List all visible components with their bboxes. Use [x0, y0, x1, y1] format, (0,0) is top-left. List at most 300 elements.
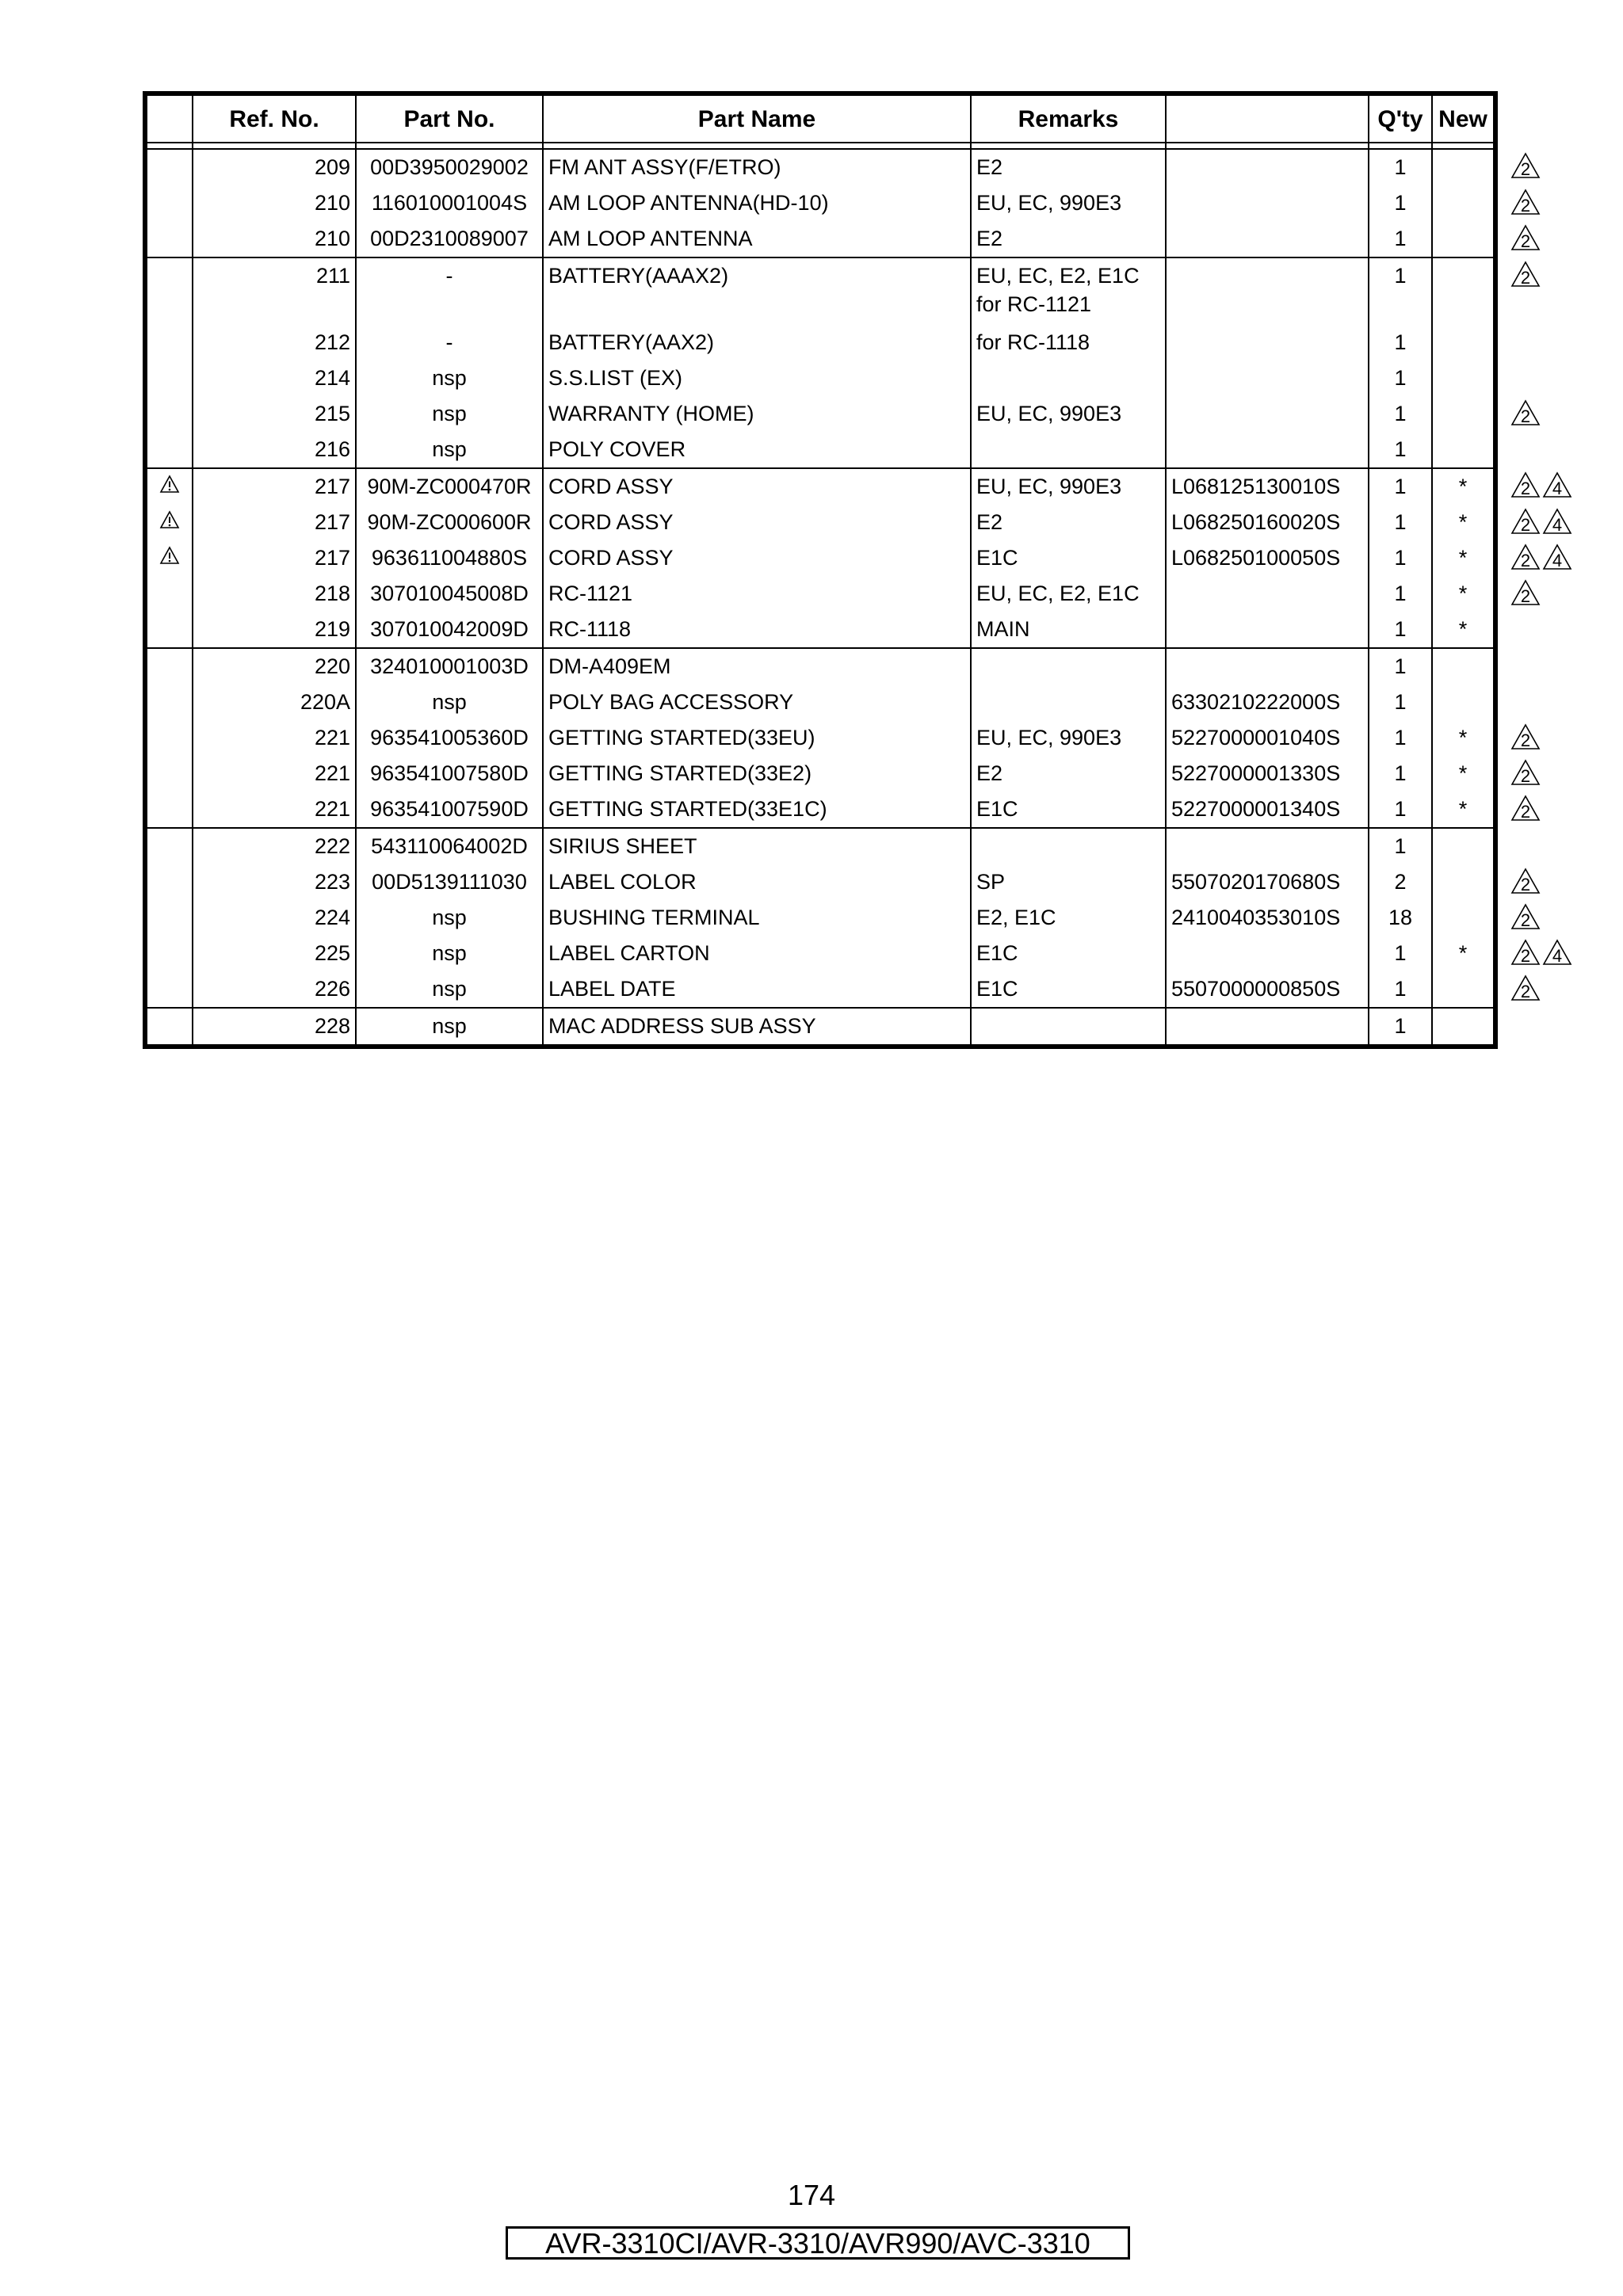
- revision-mark-group: [1510, 903, 1542, 930]
- table-row: [145, 971, 1495, 1008]
- qty-cell: 1: [1369, 720, 1432, 756]
- revision-mark-group: [1510, 224, 1542, 251]
- parts-table-body: [145, 143, 1495, 1047]
- spacer-cell: [145, 143, 193, 149]
- table-row: [145, 791, 1495, 828]
- revision-mark-group: [1510, 189, 1542, 215]
- qty-cell: 1: [1369, 325, 1432, 360]
- ref-no-cell: 221: [193, 756, 356, 791]
- part-name-cell: GETTING STARTED(33E2): [543, 756, 971, 791]
- ref-no-cell: 226: [193, 971, 356, 1008]
- code-cell: L068250100050S: [1166, 540, 1369, 576]
- qty-cell: 1: [1369, 936, 1432, 971]
- qty-cell: 1: [1369, 257, 1432, 325]
- spacer-cell: [971, 143, 1166, 149]
- remarks-cell: [971, 221, 1166, 257]
- revision-number: 2: [1520, 479, 1531, 498]
- qty-cell: 1: [1369, 396, 1432, 432]
- revision-triangle-icon: [1510, 723, 1541, 750]
- new-cell: *: [1432, 505, 1495, 540]
- revision-number: 2: [1520, 802, 1531, 822]
- revision-number: 2: [1520, 515, 1531, 535]
- new-cell: *: [1432, 756, 1495, 791]
- revision-number: 2: [1520, 730, 1531, 750]
- remarks-cell: [971, 720, 1166, 756]
- table-row: [145, 612, 1495, 648]
- qty-cell: 1: [1369, 756, 1432, 791]
- remarks-line: EU, EC, E2, E1C: [976, 582, 1140, 605]
- code-cell: [1166, 325, 1369, 360]
- new-cell: *: [1432, 468, 1495, 505]
- revision-number: 2: [1520, 875, 1531, 894]
- ref-no-cell: 228: [193, 1008, 356, 1047]
- remarks-line: E1C: [976, 977, 1018, 1001]
- remarks-cell: [971, 685, 1166, 720]
- revision-mark-group: [1510, 723, 1542, 750]
- part-name-cell: DM-A409EM: [543, 648, 971, 685]
- revision-triangle-icon: [1510, 543, 1541, 570]
- safety-mark-cell: [145, 685, 193, 720]
- ref-no-cell: 216: [193, 432, 356, 468]
- remarks-line: E2: [976, 510, 1003, 534]
- part-no-cell: 543110064002D: [356, 828, 543, 864]
- revision-triangle-icon: [1542, 939, 1572, 966]
- ref-no-cell: 220: [193, 648, 356, 685]
- safety-mark-cell: [145, 756, 193, 791]
- remarks-cell: [971, 468, 1166, 505]
- qty-cell: 1: [1369, 149, 1432, 185]
- table-row: [145, 900, 1495, 936]
- new-cell: [1432, 432, 1495, 468]
- safety-mark-cell: [145, 149, 193, 185]
- revision-triangle-icon: [1510, 579, 1541, 606]
- qty-cell: 1: [1369, 828, 1432, 864]
- revision-number: 4: [1552, 515, 1563, 535]
- code-cell: [1166, 432, 1369, 468]
- code-cell: [1166, 360, 1369, 396]
- ref-no-cell: 222: [193, 828, 356, 864]
- ref-no-cell: 211: [193, 257, 356, 325]
- code-cell: [1166, 828, 1369, 864]
- part-name-cell: POLY COVER: [543, 432, 971, 468]
- remarks-cell: [971, 648, 1166, 685]
- part-no-cell: 963541007590D: [356, 791, 543, 828]
- remarks-line: MAIN: [976, 617, 1030, 641]
- revision-mark-group: [1510, 868, 1542, 894]
- part-no-cell: 324010001003D: [356, 648, 543, 685]
- spacer-cell: [356, 143, 543, 149]
- safety-warning-icon: [159, 475, 180, 498]
- safety-warning-icon: [159, 510, 180, 534]
- part-name-cell: LABEL DATE: [543, 971, 971, 1008]
- part-name-cell: SIRIUS SHEET: [543, 828, 971, 864]
- revision-mark-group: [1510, 261, 1542, 288]
- remarks-line: EU, EC, 990E3: [976, 191, 1122, 215]
- revision-number: 2: [1520, 159, 1531, 179]
- qty-cell: 1: [1369, 612, 1432, 648]
- revision-mark-group: [1510, 399, 1542, 426]
- code-cell: [1166, 576, 1369, 612]
- col-header-ref-no: Ref. No.: [193, 93, 356, 143]
- spacer-cell: [1432, 143, 1495, 149]
- part-no-cell: 307010045008D: [356, 576, 543, 612]
- new-cell: *: [1432, 720, 1495, 756]
- code-cell: 5227000001340S: [1166, 791, 1369, 828]
- code-cell: 6330210222000S: [1166, 685, 1369, 720]
- revision-mark-group: [1510, 543, 1574, 570]
- code-cell: [1166, 149, 1369, 185]
- table-row: [145, 185, 1495, 221]
- code-cell: 5507020170680S: [1166, 864, 1369, 900]
- ref-no-cell: 217: [193, 505, 356, 540]
- safety-mark-cell: [145, 936, 193, 971]
- revision-mark-group: [1510, 939, 1574, 966]
- ref-no-cell: 220A: [193, 685, 356, 720]
- code-cell: 2410040353010S: [1166, 900, 1369, 936]
- safety-mark-cell: [145, 648, 193, 685]
- revision-mark-group: [1510, 508, 1574, 535]
- revision-number: 4: [1552, 946, 1563, 966]
- remarks-cell: [971, 396, 1166, 432]
- qty-cell: 1: [1369, 185, 1432, 221]
- new-cell: [1432, 685, 1495, 720]
- remarks-line: E1C: [976, 797, 1018, 821]
- safety-mark-cell: [145, 325, 193, 360]
- qty-cell: 1: [1369, 221, 1432, 257]
- table-row: [145, 505, 1495, 540]
- part-name-cell: LABEL COLOR: [543, 864, 971, 900]
- table-row: [145, 828, 1495, 864]
- new-cell: *: [1432, 576, 1495, 612]
- remarks-cell: [971, 257, 1166, 325]
- revision-mark-group: [1510, 795, 1542, 822]
- part-no-cell: 963541005360D: [356, 720, 543, 756]
- table-row: [145, 432, 1495, 468]
- revision-triangle-icon: [1510, 189, 1541, 215]
- code-cell: 5507000000850S: [1166, 971, 1369, 1008]
- safety-mark-cell: [145, 900, 193, 936]
- revision-number: 2: [1520, 196, 1531, 215]
- remarks-cell: [971, 149, 1166, 185]
- revision-number: 2: [1520, 766, 1531, 786]
- safety-mark-cell: [145, 791, 193, 828]
- table-row: [145, 468, 1495, 505]
- spacer-cell: [1166, 143, 1369, 149]
- ref-no-cell: 215: [193, 396, 356, 432]
- ref-no-cell: 214: [193, 360, 356, 396]
- remarks-cell: [971, 576, 1166, 612]
- code-cell: [1166, 257, 1369, 325]
- revision-number: 2: [1520, 586, 1531, 606]
- new-cell: [1432, 864, 1495, 900]
- new-cell: [1432, 900, 1495, 936]
- ref-no-cell: 212: [193, 325, 356, 360]
- table-row: [145, 257, 1495, 325]
- table-row: [145, 360, 1495, 396]
- safety-mark-cell: [145, 971, 193, 1008]
- table-row: [145, 648, 1495, 685]
- table-row: [145, 576, 1495, 612]
- part-name-cell: AM LOOP ANTENNA(HD-10): [543, 185, 971, 221]
- new-cell: *: [1432, 612, 1495, 648]
- part-name-cell: FM ANT ASSY(F/ETRO): [543, 149, 971, 185]
- safety-mark-cell: [145, 185, 193, 221]
- code-cell: L068250160020S: [1166, 505, 1369, 540]
- revision-number: 2: [1520, 910, 1531, 930]
- spacer-cell: [1369, 143, 1432, 149]
- revision-number: 2: [1520, 946, 1531, 966]
- part-name-cell: CORD ASSY: [543, 505, 971, 540]
- qty-cell: 1: [1369, 685, 1432, 720]
- revision-triangle-icon: [1510, 471, 1541, 498]
- safety-mark-cell: [145, 828, 193, 864]
- qty-cell: 1: [1369, 540, 1432, 576]
- part-no-cell: 116010001004S: [356, 185, 543, 221]
- part-name-cell: WARRANTY (HOME): [543, 396, 971, 432]
- safety-mark-cell: [145, 505, 193, 540]
- part-no-cell: nsp: [356, 971, 543, 1008]
- new-cell: [1432, 325, 1495, 360]
- revision-number: 2: [1520, 551, 1531, 570]
- remarks-line: EU, EC, E2, E1C: [976, 264, 1140, 288]
- part-no-cell: 00D2310089007: [356, 221, 543, 257]
- remarks-line: SP: [976, 870, 1006, 894]
- remarks-line: E1C: [976, 546, 1018, 570]
- qty-cell: 18: [1369, 900, 1432, 936]
- revision-number: 2: [1520, 406, 1531, 426]
- revision-triangle-icon: [1510, 261, 1541, 288]
- new-cell: [1432, 1008, 1495, 1047]
- qty-cell: 1: [1369, 791, 1432, 828]
- part-no-cell: -: [356, 325, 543, 360]
- remarks-cell: [971, 756, 1166, 791]
- qty-cell: 1: [1369, 360, 1432, 396]
- part-name-cell: GETTING STARTED(33EU): [543, 720, 971, 756]
- table-row: [145, 1008, 1495, 1047]
- table-header-row: [145, 93, 1495, 143]
- part-no-cell: 00D3950029002: [356, 149, 543, 185]
- revision-triangle-icon: [1510, 508, 1541, 535]
- remarks-cell: [971, 185, 1166, 221]
- new-cell: *: [1432, 791, 1495, 828]
- qty-cell: 1: [1369, 971, 1432, 1008]
- part-name-cell: BUSHING TERMINAL: [543, 900, 971, 936]
- qty-cell: 1: [1369, 432, 1432, 468]
- part-no-cell: nsp: [356, 1008, 543, 1047]
- new-cell: *: [1432, 936, 1495, 971]
- table-row: [145, 756, 1495, 791]
- part-no-cell: nsp: [356, 936, 543, 971]
- code-cell: L068125130010S: [1166, 468, 1369, 505]
- part-no-cell: nsp: [356, 360, 543, 396]
- ref-no-cell: 219: [193, 612, 356, 648]
- ref-no-cell: 210: [193, 221, 356, 257]
- remarks-cell: [971, 936, 1166, 971]
- col-header-qty: Q'ty: [1369, 93, 1432, 143]
- code-cell: [1166, 221, 1369, 257]
- remarks-line: EU, EC, 990E3: [976, 726, 1122, 749]
- remarks-line: for RC-1121: [976, 292, 1092, 316]
- col-header-part-no: Part No.: [356, 93, 543, 143]
- part-name-cell: POLY BAG ACCESSORY: [543, 685, 971, 720]
- table-row: [145, 221, 1495, 257]
- part-no-cell: 963541007580D: [356, 756, 543, 791]
- remarks-cell: [971, 791, 1166, 828]
- remarks-line: for RC-1118: [976, 330, 1090, 354]
- table-row: [145, 685, 1495, 720]
- ref-no-cell: 225: [193, 936, 356, 971]
- part-no-cell: 963611004880S: [356, 540, 543, 576]
- revision-triangle-icon: [1510, 399, 1541, 426]
- revision-number: 2: [1520, 268, 1531, 288]
- new-cell: [1432, 648, 1495, 685]
- revision-number: 4: [1552, 551, 1563, 570]
- remarks-line: EU, EC, 990E3: [976, 475, 1122, 498]
- part-name-cell: MAC ADDRESS SUB ASSY: [543, 1008, 971, 1047]
- new-cell: [1432, 185, 1495, 221]
- table-row: [145, 396, 1495, 432]
- revision-triangle-icon: [1510, 152, 1541, 179]
- part-no-cell: nsp: [356, 396, 543, 432]
- spacer-cell: [193, 143, 356, 149]
- spacer-cell: [543, 143, 971, 149]
- code-cell: [1166, 185, 1369, 221]
- safety-mark-cell: [145, 540, 193, 576]
- safety-mark-cell: [145, 221, 193, 257]
- new-cell: [1432, 396, 1495, 432]
- part-name-cell: S.S.LIST (EX): [543, 360, 971, 396]
- part-name-cell: RC-1121: [543, 576, 971, 612]
- part-no-cell: nsp: [356, 685, 543, 720]
- safety-mark-cell: [145, 396, 193, 432]
- table-row: [145, 720, 1495, 756]
- code-cell: 5227000001330S: [1166, 756, 1369, 791]
- table-row: [145, 540, 1495, 576]
- part-no-cell: 90M-ZC000470R: [356, 468, 543, 505]
- model-name-box: AVR-3310CI/AVR-3310/AVR990/AVC-3310: [506, 2226, 1130, 2260]
- qty-cell: 1: [1369, 648, 1432, 685]
- ref-no-cell: 221: [193, 791, 356, 828]
- new-cell: [1432, 971, 1495, 1008]
- ref-no-cell: 223: [193, 864, 356, 900]
- part-name-cell: LABEL CARTON: [543, 936, 971, 971]
- col-header-remarks: Remarks: [971, 93, 1166, 143]
- ref-no-cell: 224: [193, 900, 356, 936]
- ref-no-cell: 221: [193, 720, 356, 756]
- col-header-code: [1166, 93, 1369, 143]
- qty-cell: 1: [1369, 468, 1432, 505]
- remarks-cell: [971, 360, 1166, 396]
- col-header-new: New: [1432, 93, 1495, 143]
- remarks-cell: [971, 900, 1166, 936]
- remarks-line: E2, E1C: [976, 906, 1056, 929]
- revision-triangle-icon: [1510, 759, 1541, 786]
- revision-triangle-icon: [1542, 543, 1572, 570]
- safety-mark-cell: [145, 1008, 193, 1047]
- new-cell: [1432, 257, 1495, 325]
- code-cell: [1166, 1008, 1369, 1047]
- revision-mark-group: [1510, 471, 1574, 498]
- revision-mark-group: [1510, 974, 1542, 1001]
- part-name-cell: GETTING STARTED(33E1C): [543, 791, 971, 828]
- part-no-cell: 307010042009D: [356, 612, 543, 648]
- new-cell: [1432, 828, 1495, 864]
- safety-mark-cell: [145, 257, 193, 325]
- qty-cell: 2: [1369, 864, 1432, 900]
- table-row: [145, 864, 1495, 900]
- new-cell: [1432, 360, 1495, 396]
- revision-mark-group: [1510, 152, 1542, 179]
- table-row: [145, 325, 1495, 360]
- part-no-cell: nsp: [356, 432, 543, 468]
- ref-no-cell: 209: [193, 149, 356, 185]
- remarks-line: E1C: [976, 941, 1018, 965]
- page-number: 174: [787, 2179, 836, 2211]
- revision-number: 2: [1520, 231, 1531, 251]
- code-cell: 5227000001040S: [1166, 720, 1369, 756]
- remarks-cell: [971, 828, 1166, 864]
- new-cell: [1432, 149, 1495, 185]
- revision-mark-group: [1510, 579, 1542, 606]
- revision-triangle-icon: [1510, 224, 1541, 251]
- header-spacer-row: [145, 143, 1495, 149]
- part-name-cell: BATTERY(AAX2): [543, 325, 971, 360]
- qty-cell: 1: [1369, 505, 1432, 540]
- safety-mark-cell: [145, 432, 193, 468]
- table-row: [145, 936, 1495, 971]
- revision-triangle-icon: [1510, 974, 1541, 1001]
- part-no-cell: 00D5139111030: [356, 864, 543, 900]
- table-row: [145, 149, 1495, 185]
- code-cell: [1166, 612, 1369, 648]
- part-name-cell: CORD ASSY: [543, 540, 971, 576]
- remarks-line: E2: [976, 761, 1003, 785]
- code-cell: [1166, 648, 1369, 685]
- part-name-cell: RC-1118: [543, 612, 971, 648]
- col-header-mark: [145, 93, 193, 143]
- safety-mark-cell: [145, 864, 193, 900]
- revision-number: 2: [1520, 982, 1531, 1001]
- part-no-cell: nsp: [356, 900, 543, 936]
- remarks-cell: [971, 325, 1166, 360]
- qty-cell: 1: [1369, 576, 1432, 612]
- revision-mark-group: [1510, 759, 1542, 786]
- remarks-line: E2: [976, 227, 1003, 250]
- col-header-part-name: Part Name: [543, 93, 971, 143]
- remarks-cell: [971, 432, 1166, 468]
- code-cell: [1166, 396, 1369, 432]
- ref-no-cell: 217: [193, 468, 356, 505]
- qty-cell: 1: [1369, 1008, 1432, 1047]
- ref-no-cell: 217: [193, 540, 356, 576]
- parts-table: [143, 91, 1498, 1049]
- safety-mark-cell: [145, 612, 193, 648]
- revision-number: 4: [1552, 479, 1563, 498]
- revision-triangle-icon: [1510, 868, 1541, 894]
- safety-warning-icon: [159, 546, 180, 570]
- part-no-cell: -: [356, 257, 543, 325]
- remarks-line: E2: [976, 155, 1003, 179]
- revision-triangle-icon: [1510, 795, 1541, 822]
- ref-no-cell: 218: [193, 576, 356, 612]
- safety-mark-cell: [145, 720, 193, 756]
- part-name-cell: AM LOOP ANTENNA: [543, 221, 971, 257]
- safety-mark-cell: [145, 576, 193, 612]
- remarks-cell: [971, 1008, 1166, 1047]
- code-cell: [1166, 936, 1369, 971]
- new-cell: *: [1432, 540, 1495, 576]
- revision-triangle-icon: [1510, 939, 1541, 966]
